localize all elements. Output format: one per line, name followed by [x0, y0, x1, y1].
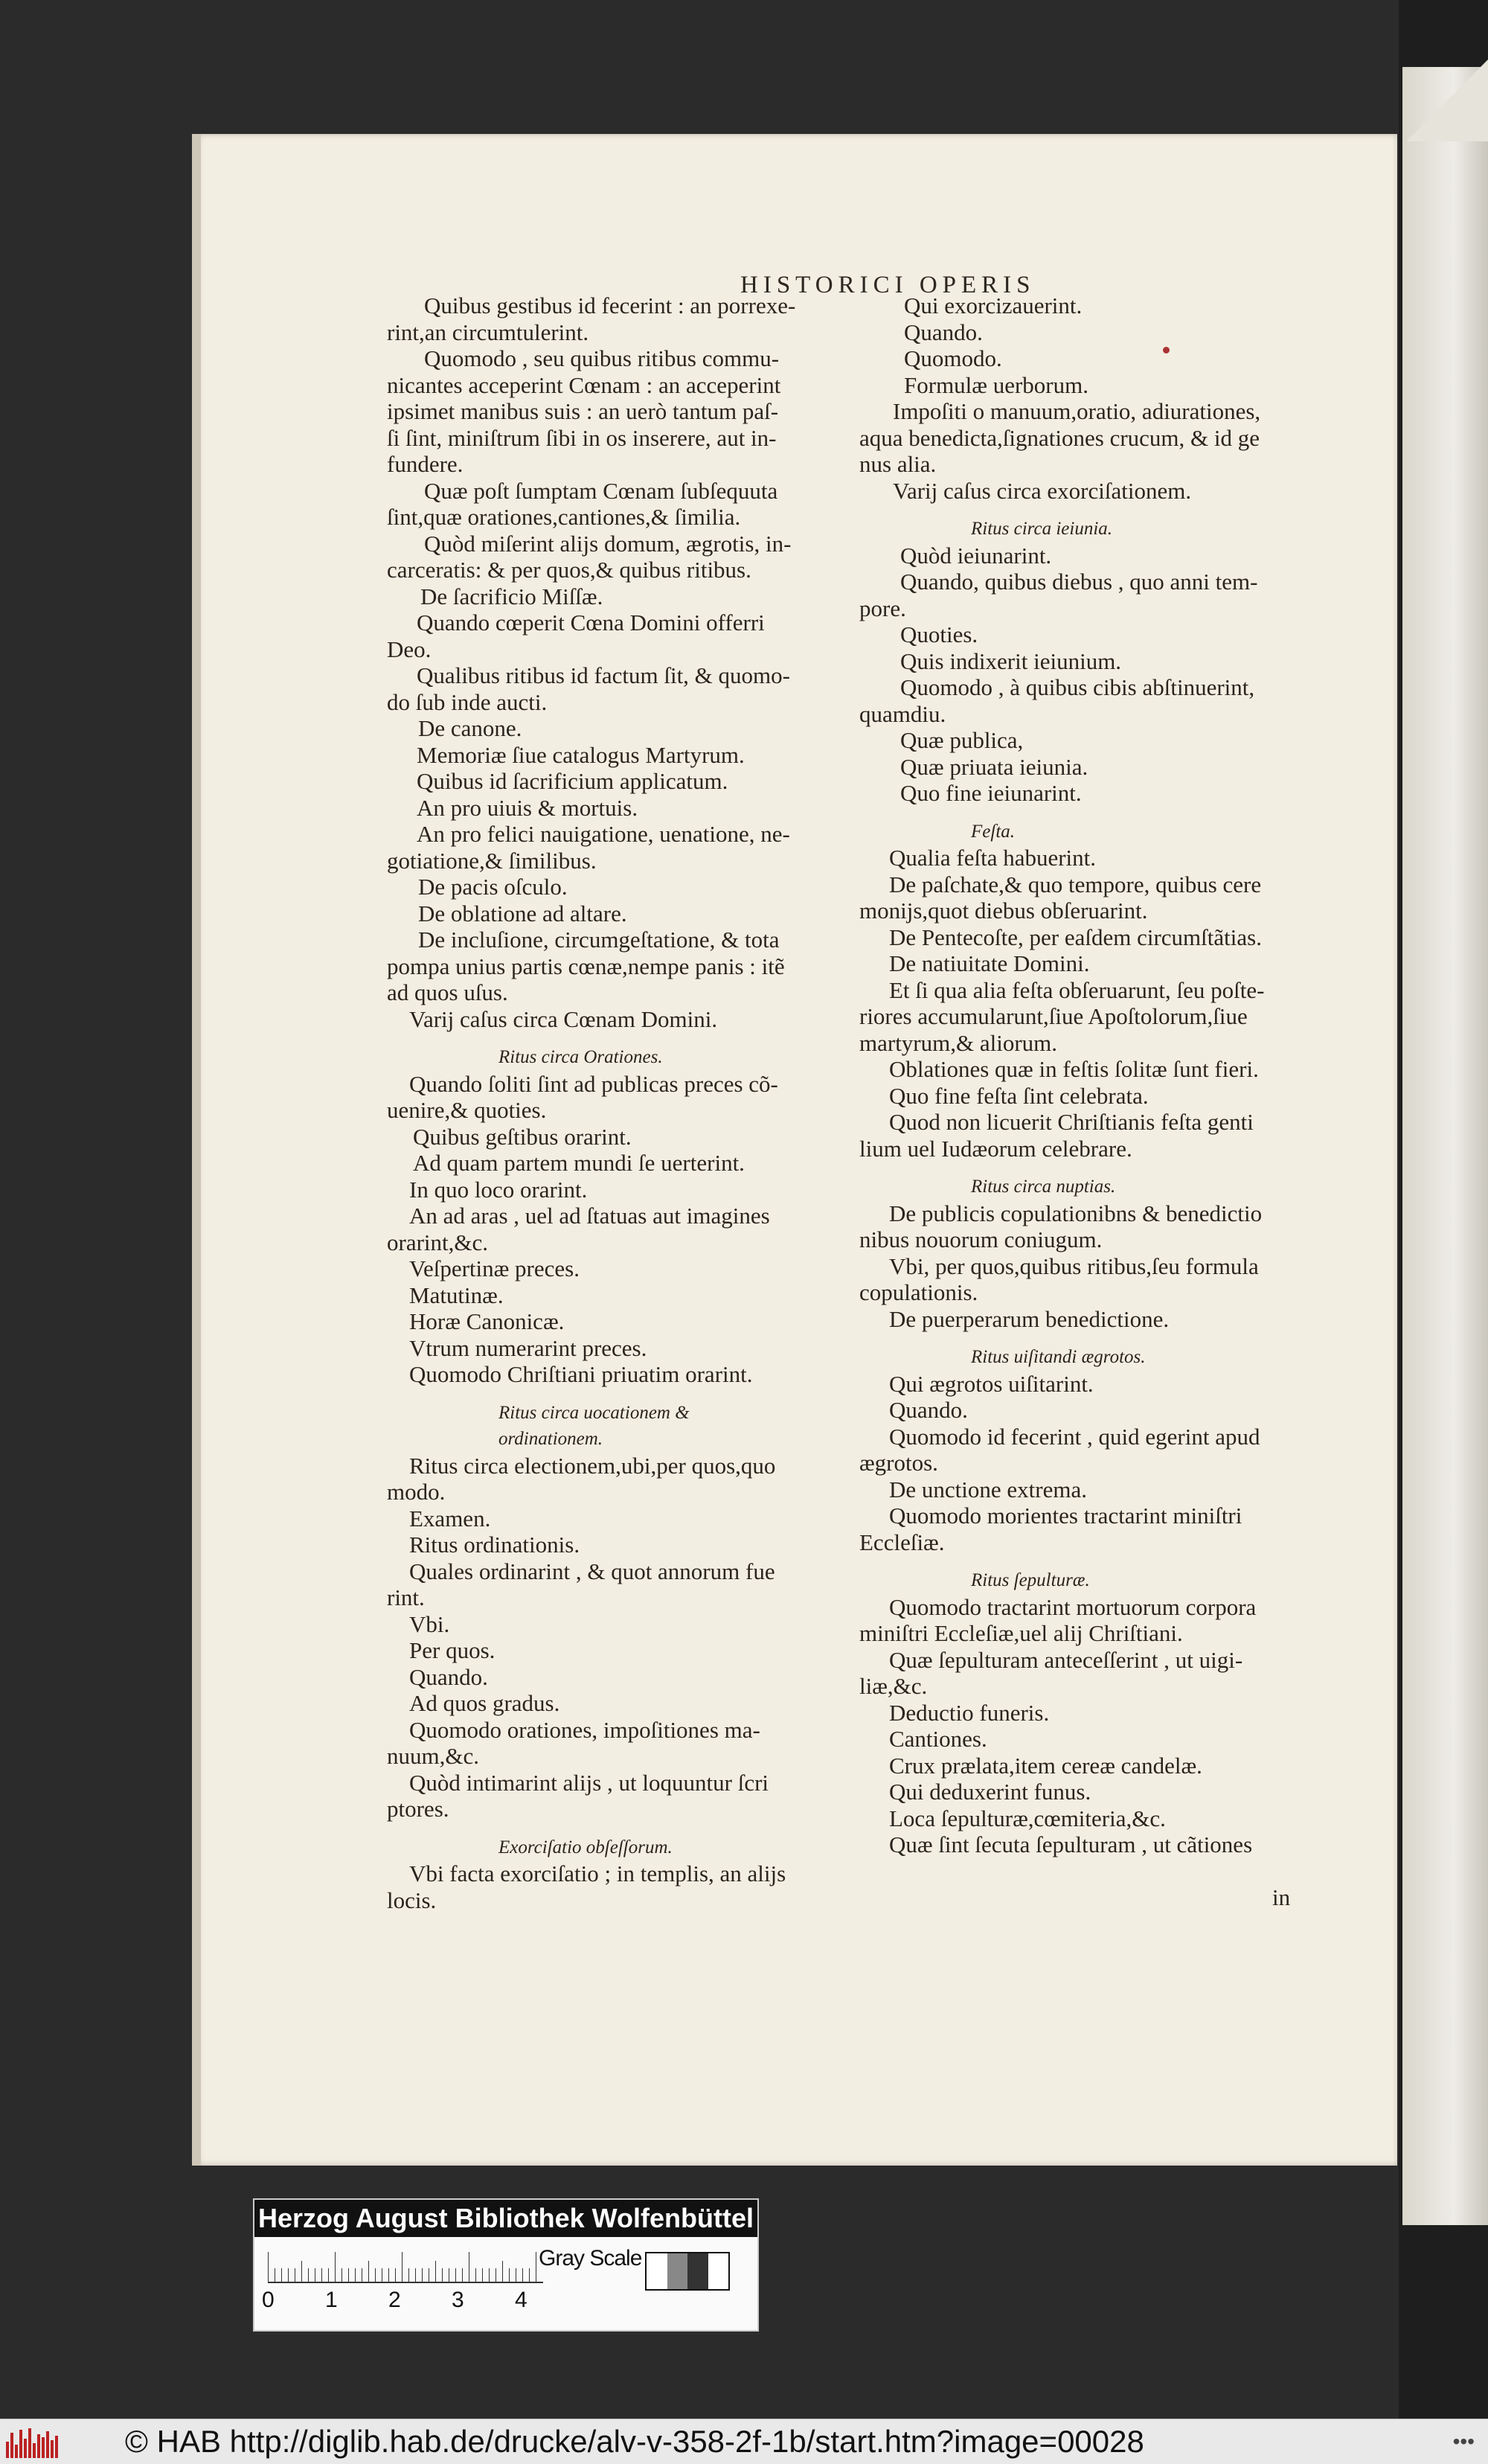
section-gap — [859, 504, 1324, 516]
text-line: An ad aras , uel ad ſtatuas aut imagines — [409, 1203, 770, 1229]
gray-scale-patches — [645, 2252, 730, 2291]
logo-bar — [19, 2430, 22, 2458]
scale-tick — [435, 2261, 436, 2282]
text-line: Deo. — [387, 636, 432, 662]
text-line: De publicis copulationibns & benedictio — [889, 1200, 1263, 1226]
scale-tick — [442, 2268, 443, 2282]
text-line: De incluſione, circumgeſtatione, & tota — [418, 927, 780, 953]
scale-tick — [348, 2268, 349, 2282]
scale-tick — [388, 2268, 389, 2282]
text-line: pore. — [859, 595, 906, 621]
scale-tick — [281, 2268, 282, 2282]
text-line: Varij caſus circa Cœnam Domini. — [409, 1005, 718, 1032]
text-line: De puerperarum benedictione. — [889, 1305, 1170, 1332]
text-line: De natiuitate Domini. — [889, 950, 1090, 976]
text-line: Quomodo Chriſtiani priuatim orarint. — [409, 1361, 753, 1387]
text-line: Quomodo morientes tractarint miniſtri — [889, 1503, 1242, 1529]
page-curl — [1406, 60, 1488, 141]
text-line: carceratis: & per quos,& quibus ritibus. — [387, 557, 751, 583]
text-line: Quibus geſtibus orarint. — [413, 1123, 632, 1150]
text-line: Quæ poſt ſumptam Cœnam ſubſequuta — [424, 477, 778, 504]
scale-tick — [355, 2268, 356, 2282]
text-line: uenire,& quoties. — [387, 1097, 547, 1123]
text-line: Quando ſoliti ſint ad publicas preces cõ- — [409, 1070, 778, 1097]
text-line: nibus nouorum coniugum. — [859, 1226, 1103, 1252]
text-line: Loca ſepulturæ,cœmiteria,&c. — [889, 1805, 1166, 1831]
scale-tick — [482, 2268, 483, 2282]
text-line: Quando. — [409, 1663, 488, 1690]
text-line: Quòd intimarint alijs , ut loquuntur ſcri — [409, 1769, 769, 1796]
scale-tick — [422, 2268, 423, 2282]
logo-bar — [28, 2428, 31, 2458]
ellipsis-icon[interactable]: ••• — [1452, 2430, 1475, 2453]
section-heading: Feſta. — [971, 821, 1016, 842]
text-line: In quo loco orarint. — [409, 1176, 588, 1203]
section-gap — [859, 1162, 1324, 1174]
text-line: De unctione extrema. — [889, 1476, 1087, 1503]
text-line: Per quos. — [409, 1637, 496, 1663]
scale-tick — [328, 2268, 329, 2282]
text-line: De ſacrificio Miſſæ. — [420, 583, 603, 609]
scale-tick — [301, 2261, 302, 2282]
text-line: Quando. — [889, 1397, 968, 1423]
text-line: ptores. — [387, 1796, 449, 1822]
scale-tick — [368, 2261, 369, 2282]
gray-patch — [667, 2253, 688, 2289]
text-line: Varij caſus circa exorciſationem. — [893, 477, 1192, 504]
text-line: Quæ priuata ieiunia. — [900, 753, 1088, 780]
logo-bar — [24, 2439, 27, 2458]
text-line: Quomodo id fecerint , quid egerint apud — [889, 1423, 1260, 1450]
scale-tick — [522, 2268, 523, 2282]
section-heading: Ritus circa Orationes. — [498, 1047, 663, 1067]
gray-scale-label: Gray Scale — [539, 2246, 642, 2271]
scale-tick — [455, 2268, 456, 2282]
text-line: Horæ Canonicæ. — [409, 1308, 565, 1334]
section-gap — [387, 1823, 848, 1834]
footer-url-text[interactable]: © HAB http://diglib.hab.de/drucke/alv-v-358-2f-1b/start.htm?image=00028 — [125, 2424, 1144, 2459]
text-line: Impoſiti o manuum,oratio, adiurationes, — [893, 398, 1261, 424]
scale-tick — [268, 2252, 269, 2282]
logo-bar — [6, 2442, 9, 2458]
text-line: Matutinæ. — [409, 1281, 504, 1308]
section-heading: Ritus ſepulturæ. — [971, 1570, 1090, 1590]
logo-bar — [42, 2437, 45, 2458]
text-line: pompa unius partis cœnæ,nempe panis : itẽ — [387, 953, 785, 979]
text-line: do ſub inde aucti. — [387, 688, 548, 715]
text-line: Formulæ uerborum. — [904, 371, 1088, 398]
scale-tick — [321, 2268, 322, 2282]
viewer-footer — [0, 2419, 1488, 2464]
text-line: Quoties. — [900, 621, 978, 647]
text-line: orarint,&c. — [387, 1229, 489, 1255]
text-line: Qui ægrotos uiſitarint. — [889, 1370, 1094, 1397]
text-line: Veſpertinæ preces. — [409, 1255, 580, 1281]
text-line: Vbi, per quos,quibus ritibus,ſeu formula — [889, 1252, 1259, 1279]
text-line: Deductio funeris. — [889, 1699, 1050, 1726]
gray-patch — [647, 2253, 667, 2289]
text-line: modo. — [387, 1479, 446, 1505]
text-line: nuum,&c. — [387, 1743, 479, 1769]
text-line: nus alia. — [859, 451, 937, 477]
text-line: quamdiu. — [859, 700, 946, 727]
text-line: Ritus circa electionem,ubi,per quos,quo — [409, 1452, 776, 1479]
section-heading: Ritus circa uocationem & — [498, 1402, 690, 1423]
text-line: An pro uiuis & mortuis. — [417, 794, 638, 821]
scale-tick — [462, 2268, 463, 2282]
text-line: nicantes acceperint Cœnam : an acceperint — [387, 371, 781, 398]
text-line: riores accumularunt,ſiue Apoſtolorum,ſiue — [859, 1003, 1248, 1029]
text-line: Quæ publica, — [900, 727, 1024, 753]
text-line: ad quos uſus. — [387, 979, 508, 1005]
text-line: Quando, quibus diebus , quo anni tem- — [900, 569, 1258, 595]
text-line: Vbi. — [409, 1610, 450, 1637]
scale-tick — [288, 2268, 289, 2282]
text-line: Qualia feſta habuerint. — [889, 845, 1097, 871]
section-heading: Ritus circa nuptias. — [971, 1177, 1116, 1197]
text-line: Quæ ſepulturam anteceſſerint , ut uigi- — [889, 1646, 1243, 1673]
text-line: Et ſi qua alia feſta obſeruarunt, ſeu poſte- — [889, 976, 1265, 1003]
scale-tick — [335, 2252, 336, 2282]
text-line: Examen. — [409, 1505, 491, 1532]
logo-bar — [15, 2445, 18, 2458]
text-line: ſi ſint, miniſtrum ſibi in os inserere, aut in- — [387, 424, 777, 451]
text-line: Quod non licuerit Chriſtianis feſta genti — [889, 1109, 1254, 1135]
text-line: Quomodo. — [904, 345, 1002, 371]
text-line: ipsimet manibus suis : an uerò tantum paſ- — [387, 398, 779, 424]
scale-tick — [475, 2268, 476, 2282]
text-line: miniſtri Eccleſiæ,uel alij Chriſtiani. — [859, 1620, 1183, 1646]
section-heading: Exorciſatio obſeſſorum. — [498, 1837, 673, 1857]
logo-bar — [46, 2431, 49, 2458]
section-gap — [859, 807, 1324, 819]
text-line: Quales ordinarint , & quot annorum fue — [409, 1558, 775, 1584]
text-line: Quomodo , à quibus cibis abſtinuerint, — [900, 674, 1255, 700]
text-line: Quòd miſerint alijs domum, ægrotis, in- — [424, 530, 792, 557]
text-line: Crux prælata,item cereæ candelæ. — [889, 1752, 1202, 1779]
text-line: Ad quam partem mundi ſe uerterint. — [413, 1150, 745, 1176]
text-line: Quomodo tractarint mortuorum corpora — [889, 1593, 1257, 1620]
text-line: Quibus gestibus id fecerint : an porrexe- — [424, 292, 796, 319]
text-line: Vtrum numerarint preces. — [409, 1334, 647, 1361]
colorbar-title: Herzog August Bibliothek Wolfenbüttel — [254, 2200, 757, 2237]
logo-bar — [55, 2436, 58, 2458]
scale-tick — [509, 2268, 510, 2282]
text-line: liæ,&c. — [859, 1673, 928, 1699]
right-column — [859, 292, 1324, 1858]
text-line: Ritus ordinationis. — [409, 1532, 580, 1558]
next-page-edge — [1402, 67, 1488, 2225]
section-heading: Ritus circa ieiunia. — [971, 519, 1113, 539]
text-line: De pacis oſculo. — [418, 874, 568, 900]
text-line: copulationis. — [859, 1279, 978, 1305]
scale-number: 3 — [452, 2288, 464, 2312]
page-gutter-edge — [192, 134, 201, 2166]
scale-ruler — [268, 2252, 543, 2283]
text-line: Qui deduxerint funus. — [889, 1779, 1091, 1805]
scale-tick — [375, 2268, 376, 2282]
section-gap — [387, 1388, 848, 1400]
text-line: Quibus id ſacrificium applicatum. — [417, 768, 728, 794]
logo-bar — [51, 2440, 54, 2458]
text-line: martyrum,& aliorum. — [859, 1029, 1058, 1056]
text-line: Oblationes quæ in feſtis ſolitæ ſunt fieri. — [889, 1056, 1259, 1082]
text-line: gotiatione,& ſimilibus. — [387, 847, 597, 874]
section-gap — [859, 1332, 1324, 1344]
text-line: Quomodo , seu quibus ritibus commu- — [424, 345, 780, 371]
scale-tick — [408, 2268, 409, 2282]
text-line: De oblatione ad altare. — [418, 900, 627, 927]
text-line: monijs,quot diebus obſeruarint. — [859, 897, 1148, 924]
text-line: Cantiones. — [889, 1726, 987, 1752]
scale-number: 2 — [388, 2288, 401, 2312]
left-column — [387, 292, 848, 1913]
text-line: Quando. — [904, 319, 983, 345]
text-line: De paſchate,& quo tempore, quibus cere — [889, 871, 1262, 897]
scale-tick — [402, 2252, 403, 2282]
section-gap — [859, 1555, 1324, 1567]
catchword: in — [1272, 1884, 1291, 1910]
text-line: fundere. — [387, 451, 464, 477]
hab-logo-icon — [6, 2428, 61, 2458]
color-calibration-bar — [253, 2198, 759, 2332]
text-line: Quo fine ieiunarint. — [900, 780, 1082, 806]
text-line: De Pentecoſte, per eaſdem circumſtãtias. — [889, 924, 1262, 950]
section-heading: Ritus uiſitandi ægrotos. — [971, 1347, 1146, 1367]
text-line: Quomodo orationes, impoſitiones ma- — [409, 1716, 760, 1743]
text-line: rint,an circumtulerint. — [387, 319, 589, 345]
scale-number: 1 — [325, 2288, 338, 2312]
text-line: Memoriæ ſiue catalogus Martyrum. — [417, 741, 745, 768]
logo-bar — [10, 2433, 13, 2458]
text-line: Quòd ieiunarint. — [900, 542, 1052, 569]
running-head: HISTORICI OPERIS — [740, 272, 1036, 298]
scale-tick — [308, 2268, 309, 2282]
text-line: Qui exorcizauerint. — [904, 292, 1083, 319]
text-line: Ad quos gradus. — [409, 1690, 560, 1716]
scale-tick — [395, 2268, 396, 2282]
scale-number: 0 — [262, 2288, 275, 2312]
text-line: rint. — [387, 1584, 425, 1610]
logo-bar — [37, 2434, 40, 2458]
text-line: Qualibus ritibus id factum ſit, & quomo- — [417, 662, 790, 688]
text-line: aqua benedicta,ſignationes crucum, & id ge — [859, 424, 1260, 451]
text-line: Vbi facta exorciſatio ; in templis, an alijs — [409, 1860, 786, 1887]
gray-patch — [708, 2253, 729, 2289]
text-line: An pro felici nauigatione, uenatione, ne- — [417, 821, 790, 847]
gray-patch — [687, 2253, 708, 2289]
scale-tick — [529, 2268, 530, 2282]
section-heading: ordinationem. — [498, 1429, 603, 1449]
text-line: Quo fine feſta ſint celebrata. — [889, 1082, 1149, 1109]
text-line: Quando cœperit Cœna Domini offerri — [417, 609, 765, 636]
text-line: ſint,quæ orationes,cantiones,& ſimilia. — [387, 504, 741, 530]
scale-tick — [502, 2261, 503, 2282]
text-line: ægrotos. — [859, 1450, 938, 1476]
text-line: Quis indixerit ieiunium. — [900, 647, 1122, 674]
text-line: lium uel Iudæorum celebrare. — [859, 1135, 1132, 1162]
text-line: locis. — [387, 1887, 437, 1913]
scale-tick — [415, 2268, 416, 2282]
scale-number: 4 — [515, 2288, 527, 2312]
text-line: Eccleſiæ. — [859, 1529, 945, 1555]
scale-tick — [341, 2268, 342, 2282]
scale-tick — [489, 2268, 490, 2282]
text-line: Quæ ſint ſecuta ſepulturam , ut cãtiones — [889, 1831, 1253, 1857]
logo-bar — [33, 2443, 36, 2458]
section-gap — [387, 1032, 848, 1044]
text-line: De canone. — [418, 715, 522, 741]
